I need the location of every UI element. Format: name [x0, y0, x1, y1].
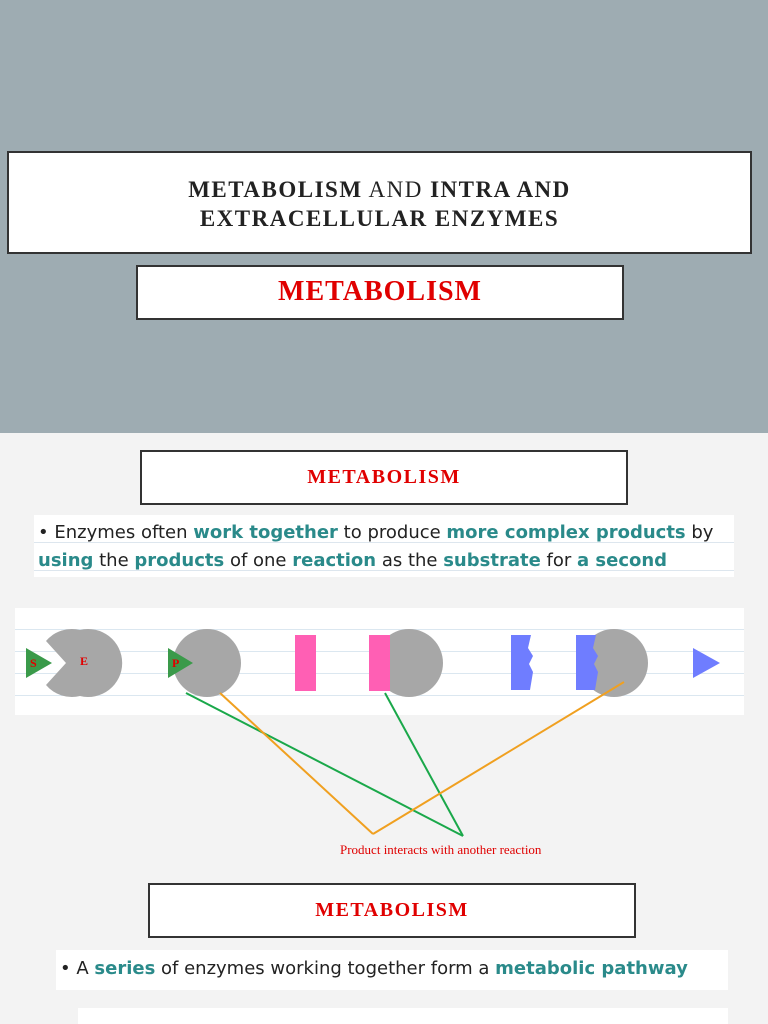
- bullet-dot: •: [60, 958, 71, 979]
- slide3-bullet: [56, 950, 728, 990]
- slide2-bullet-segment: for: [540, 550, 577, 571]
- pink-block: [295, 635, 316, 691]
- slide2-bullet-segment: reaction: [292, 550, 377, 571]
- bullet-dot: •: [38, 522, 49, 543]
- slide2-bullet-segment: using: [38, 550, 94, 571]
- green-line-1: [186, 693, 463, 836]
- green-line-2: [385, 693, 463, 836]
- slide3-heading: METABOLISM: [148, 883, 636, 938]
- slide2-bullet-segment: a second: [577, 550, 668, 571]
- blue-triangle: [693, 648, 720, 678]
- label-p: P: [172, 656, 180, 670]
- slide2-bullet-segment: to produce: [337, 522, 447, 543]
- diagram-caption: Product interacts with another reaction: [340, 842, 542, 857]
- label-e: E: [80, 654, 89, 668]
- slide3-bullet-segment: of enzymes working together form a: [155, 958, 496, 979]
- slide2-bullet-segment: Enzymes often: [54, 522, 194, 543]
- slide2-bullet-segment: work together: [193, 522, 338, 543]
- slide2-heading: METABOLISM: [140, 450, 628, 505]
- slide2-bullet-segment: by: [685, 522, 714, 543]
- slide2-bullet-segment: products: [134, 550, 225, 571]
- title-and: AND: [362, 177, 431, 202]
- orange-line-1: [220, 693, 373, 834]
- slide3-bullet-segment: metabolic pathway: [495, 958, 688, 979]
- slide2-bullet-segment: more complex products: [446, 522, 686, 543]
- label-s: S: [30, 656, 37, 670]
- slide2-bullet-segment: as the: [376, 550, 444, 571]
- title-line-2: EXTRACELLULAR ENZYMES: [199, 206, 560, 231]
- subtitle-box: METABOLISM: [136, 265, 624, 320]
- title-part-1: METABOLISM: [188, 177, 363, 202]
- title-part-2: INTRA AND: [430, 177, 571, 202]
- orange-line-2: [373, 682, 624, 834]
- slide2-bullet-segment: substrate: [443, 550, 541, 571]
- slide3-bullet-text: [76, 958, 687, 979]
- pink-block-bound: [369, 635, 390, 691]
- slide2-bullet-segment: of one: [224, 550, 293, 571]
- next-slide-strip: [78, 1008, 728, 1024]
- slide3-bullet-segment: A: [76, 958, 95, 979]
- slide3-bullet-segment: series: [94, 958, 156, 979]
- blue-block: [511, 635, 533, 690]
- slide2-bullet-segment: the: [93, 550, 135, 571]
